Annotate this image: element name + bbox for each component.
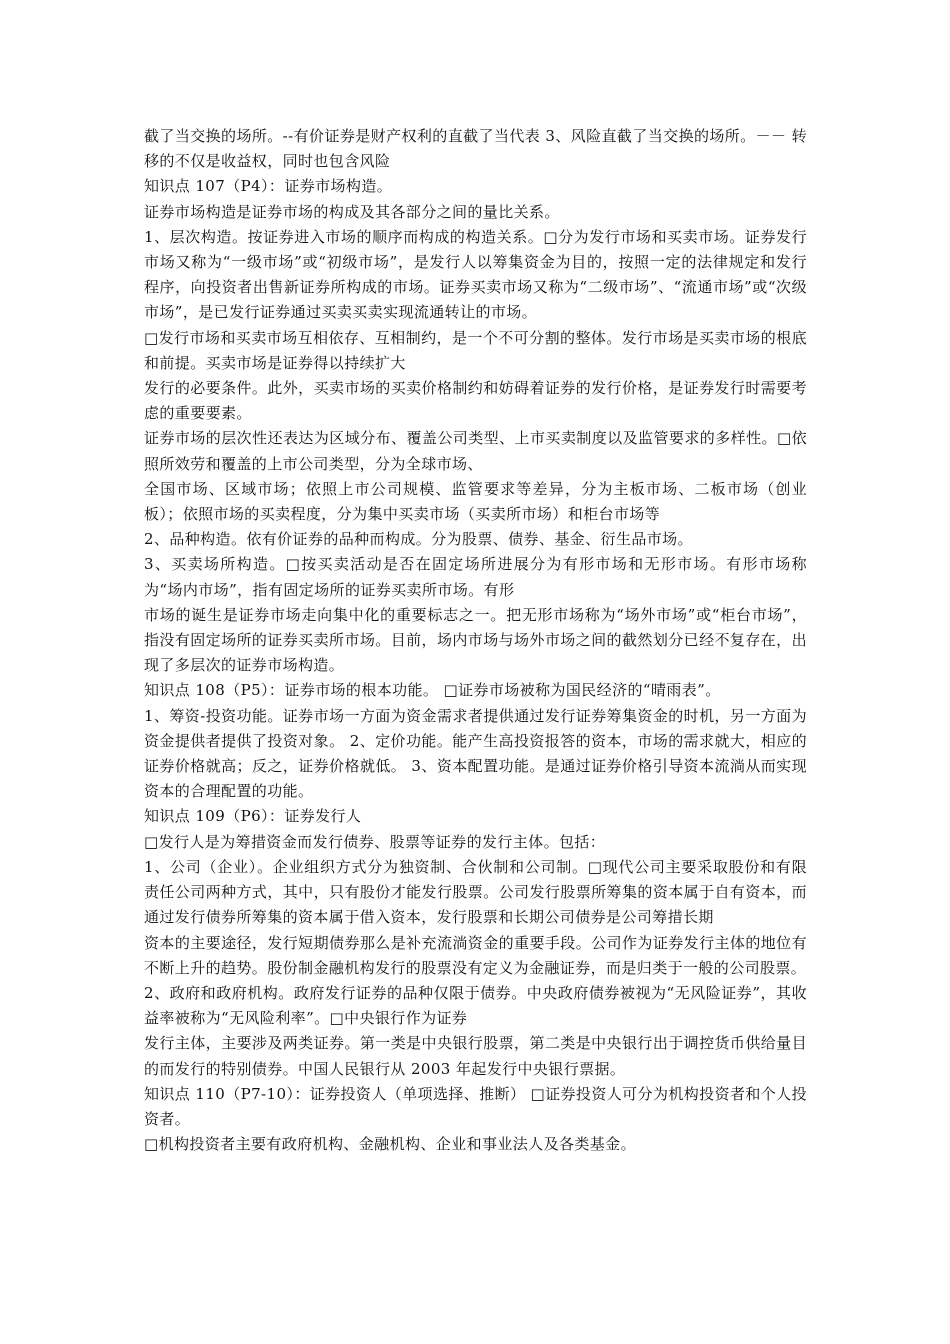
paragraph: 发行的必要条件。此外，买卖市场的买卖价格制约和妨碍着证券的发行价格，是证券发行时需要考虑的重要要素。 — [144, 379, 807, 423]
paragraph: 知识点 110（P7-10）：证券投资人（单项选择、推断） □证券投资人可分为机构投资者和个人投资者。 — [144, 1084, 807, 1128]
document-body — [144, 124, 807, 1157]
paragraph: 资本的主要途径，发行短期债券那么是补充流淌资金的重要手段。公司作为证券发行主体的地位有不断上升的趋势。股份制金融机构发行的股票没有定义为金融证券，而是归类于一般的公司股票。 — [144, 933, 807, 977]
paragraph: 证券市场构造是证券市场的构成及其各部分之间的量比关系。 — [144, 202, 560, 221]
paragraph: 知识点 107（P4）：证券市场构造。 — [144, 177, 393, 196]
paragraph: 截了当交换的场所。--有价证券是财产权利的直截了当代表 3、风险直截了当交换的场所。－－ 转移的不仅是收益权，同时也包含风险 — [144, 127, 807, 171]
paragraph: 全国市场、区域市场；依照上市公司规模、监管要求等差异，分为主板市场、二板市场（创业板）；依照市场的买卖程度，分为集中买卖市场（买卖所市场）和柜台市场等 — [144, 479, 807, 524]
paragraph: 2、政府和政府机构。政府发行证券的品种仅限于债券。中央政府债券被视为“无风险证券”，其收益率被称为“无风险利率”。□中央银行作为证券 — [144, 983, 807, 1028]
paragraph: 市场的诞生是证券市场走向集中化的重要标志之一。把无形市场称为“场外市场”或“柜台市场”，指没有固定场所的证券买卖所市场。目前，场内市场与场外市场之间的截然划分已经不复存在，出现了多层次的证券市场构造。 — [144, 605, 807, 675]
paragraph: 知识点 108（P5）：证券市场的根本功能。 □证券市场被称为国民经济的“晴雨表”。 — [144, 681, 721, 700]
paragraph: 发行主体，主要涉及两类证券。第一类是中央银行股票，第二类是中央银行出于调控货币供给量目的而发行的特别债券。中国人民银行从 2003 年起发行中央银行票据。 — [144, 1034, 807, 1078]
paragraph: 1、公司（企业）。企业组织方式分为独资制、合伙制和公司制。□现代公司主要采取股份和有限责任公司两种方式，其中，只有股份才能发行股票。公司发行股票所筹集的资本属于自有资本，而通过发行债券所筹集的资本属于借入资本，发行股票和长期公司债券是公司筹措长期 — [144, 857, 807, 927]
paragraph: 2、品种构造。依有价证券的品种而构成。分为股票、债券、基金、衍生品市场。 — [144, 530, 693, 549]
paragraph: 1、层次构造。按证券进入市场的顺序而构成的构造关系。□分为发行市场和买卖市场。证券发行市场又称为“一级市场”或“初级市场”，是发行人以筹集资金为目的，按照一定的法律规定和发行程序，向投资者出售新证券所构成的市场。证券买卖市场又称为“二级市场”、“流通市场”或“次级市场”，是已发行证券通过买卖买卖实现流通转让的市场。 — [144, 227, 807, 322]
paragraph: 1、筹资-投资功能。证券市场一方面为资金需求者提供通过发行证券筹集资金的时机，另一方面为资金提供者提供了投资对象。 2、定价功能。能产生高投资报答的资本，市场的需求就大，相应的证券价格就高；反之，证券价格就低。 3、资本配置功能。是通过证券价格引导资本流淌从而实现资本的合理配置的功能。 — [144, 706, 807, 801]
paragraph: □发行人是为筹措资金而发行债券、股票等证券的发行主体。包括： — [144, 832, 606, 851]
paragraph: 证券市场的层次性还表达为区域分布、覆盖公司类型、上市买卖制度以及监管要求的多样性。□依照所效劳和覆盖的上市公司类型，分为全球市场、 — [144, 429, 807, 473]
paragraph: 知识点 109（P6）：证券发行人 — [144, 807, 362, 826]
paragraph: □发行市场和买卖市场互相依存、互相制约，是一个不可分割的整体。发行市场是买卖市场的根底和前提。买卖市场是证券得以持续扩大 — [144, 328, 807, 372]
paragraph: □机构投资者主要有政府机构、金融机构、企业和事业法人及各类基金。 — [144, 1135, 636, 1154]
paragraph: 3、买卖场所构造。□按买卖活动是否在固定场所进展分为有形市场和无形市场。有形市场称为“场内市场”，指有固定场所的证券买卖所市场。有形 — [144, 555, 807, 599]
